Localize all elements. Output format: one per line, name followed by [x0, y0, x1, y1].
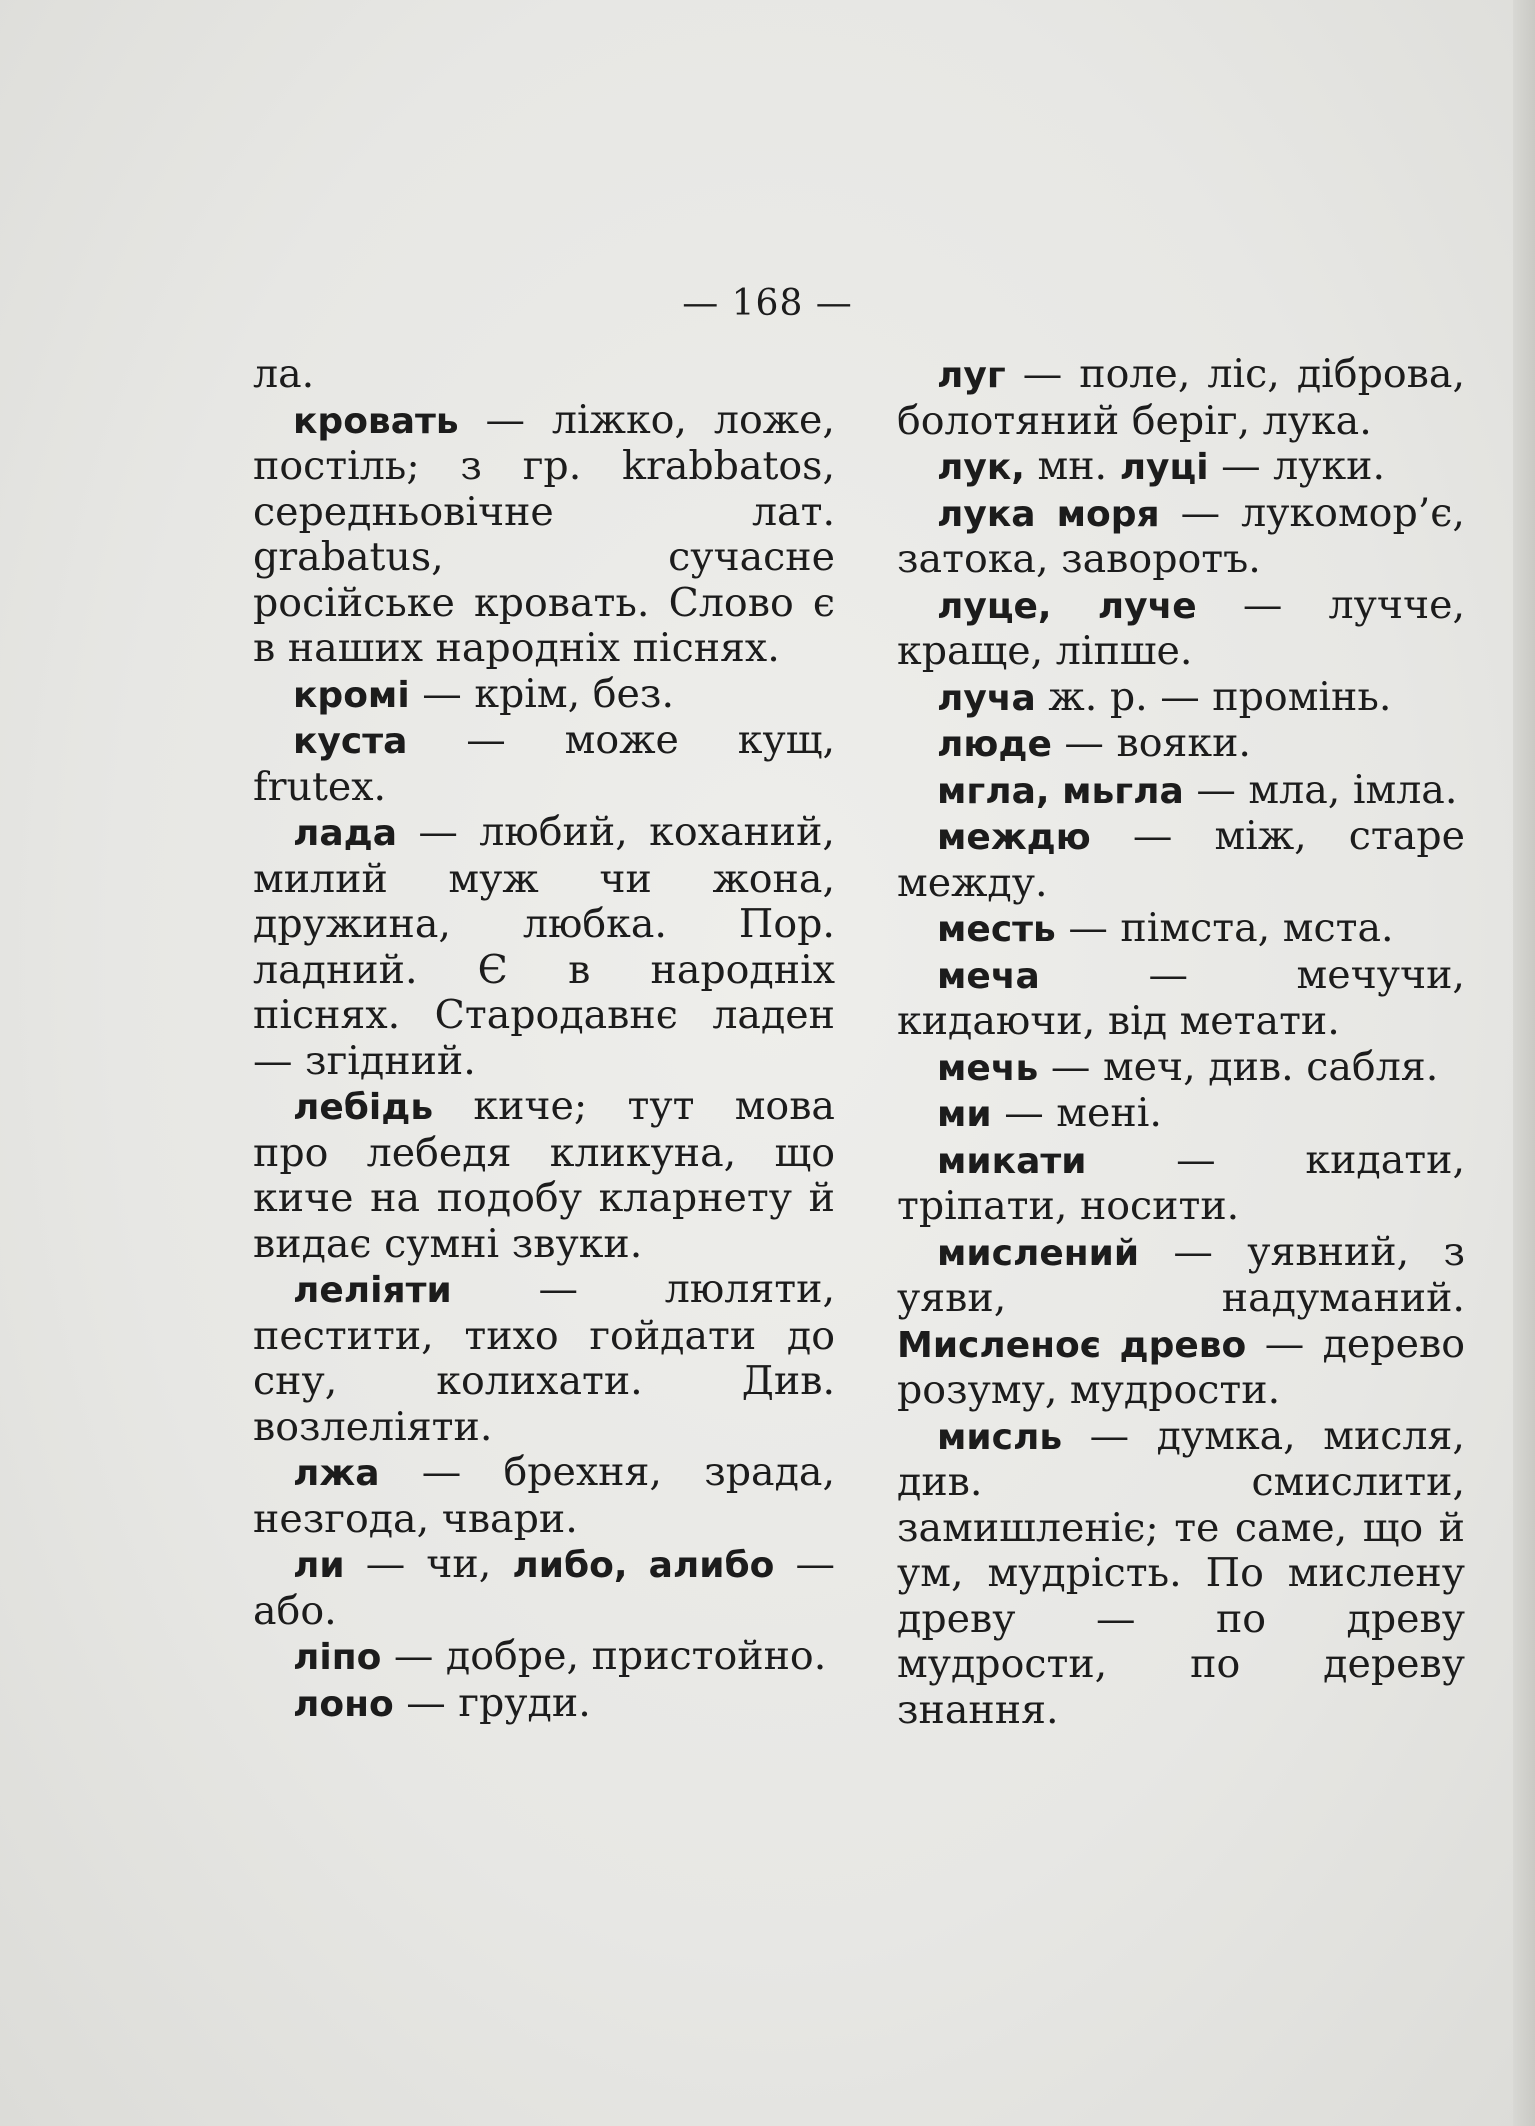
headword: мисль	[937, 1416, 1063, 1458]
page-number: — 168 —	[682, 283, 853, 324]
headword: луча	[937, 677, 1036, 719]
dictionary-entry	[897, 1138, 1465, 1230]
dictionary-entry	[253, 1084, 835, 1267]
headword: кровать	[293, 400, 459, 442]
entry-text: ла.	[253, 351, 315, 397]
headword: кромі	[293, 674, 410, 716]
entry-text: — вояки.	[1051, 720, 1251, 766]
headword: меча	[937, 955, 1040, 997]
entry-text: — може кущ, frutex.	[253, 717, 835, 810]
headword: луг	[937, 355, 1006, 396]
left-column	[253, 352, 835, 1727]
entry-text: киче; тут мова про лебедя кликуна, що киче на подобу кларнету й видає сумні звуки.	[253, 1083, 835, 1267]
headword: либо, алибо	[512, 1545, 775, 1586]
entry-text: — пімста, мста.	[1055, 905, 1394, 951]
dictionary-entry	[897, 444, 1465, 491]
dictionary-entry	[897, 768, 1465, 815]
headword: Мисленоє древо	[897, 1324, 1247, 1366]
headword: лжа	[293, 1453, 380, 1494]
headword: ли	[293, 1545, 345, 1586]
headword: междю	[937, 817, 1091, 858]
entry-text: — люляти, пестити, тихо гойдати до сну, колихати. Див. возлеліяти.	[253, 1266, 835, 1450]
entry-text: — груди.	[393, 1679, 591, 1726]
headword: лебідь	[293, 1087, 434, 1128]
entry-text: — чи,	[344, 1541, 513, 1587]
entry-text: — мла, імла.	[1183, 766, 1458, 813]
entry-text: — або.	[253, 1541, 835, 1634]
dictionary-entry	[897, 491, 1465, 583]
entry-text: — ліжко, ложе, постіль; з гр. krabbatos, середньовічне лат. grabatus, сучасне російське кровать. Слово є в наших народніх піснях.	[253, 396, 835, 671]
dictionary-entry	[253, 1542, 835, 1634]
dictionary-entry	[897, 583, 1465, 675]
dictionary-entry	[897, 814, 1465, 906]
headword: лук,	[937, 447, 1025, 488]
headword: лука моря	[937, 493, 1160, 535]
entry-text: — добре, пристойно.	[381, 1633, 827, 1679]
entry-text: — любий, коханий, милий муж чи жона, дружина, любка. Пор. ладний. Є в народніх піснях. Стародавнє ладен — згідний.	[253, 809, 835, 1084]
headword: куста	[293, 721, 408, 762]
entry-text: — крім, без.	[409, 670, 675, 717]
headword: мислений	[937, 1232, 1140, 1274]
dictionary-entry	[897, 1230, 1465, 1414]
entry-text: мн.	[1024, 443, 1120, 489]
headword: ліпо	[293, 1637, 382, 1678]
dictionary-entry	[897, 721, 1465, 768]
headword: мечь	[937, 1047, 1039, 1089]
dictionary-entry	[897, 1091, 1465, 1138]
headword: ми	[937, 1094, 992, 1135]
dictionary-entry	[253, 672, 835, 719]
entry-text: — поле, ліс, діброва, болотяний беріг, лука.	[897, 351, 1465, 444]
entry-text: — мечучи, кидаючи, від метати.	[897, 951, 1465, 1044]
headword: лоно	[293, 1683, 394, 1725]
headword: мгла, мьгла	[937, 770, 1184, 812]
dictionary-entry	[897, 352, 1465, 444]
entry-text: — меч, див. сабля.	[1038, 1043, 1439, 1090]
headword: луце, луче	[937, 585, 1197, 627]
entry-text: — думка, мисля, див. смислити, замишленіє; те саме, що й ум, мудрість. По мислену древу — по древу мудрости, по дереву знання.	[897, 1412, 1465, 1733]
right-column	[897, 352, 1465, 1733]
dictionary-entry	[897, 953, 1465, 1045]
entry-text: — лукомор’є, затока, заворотъ.	[897, 489, 1465, 582]
entry-text: — кидати, тріпати, носити.	[897, 1136, 1465, 1229]
dictionary-entry	[253, 1267, 835, 1450]
entry-text: — дерево розуму, мудрости.	[897, 1320, 1465, 1413]
dictionary-entry	[253, 352, 835, 398]
headword: месть	[937, 909, 1056, 950]
entry-text: — уявний, з уяви, надуманий.	[897, 1228, 1465, 1321]
dictionary-entry	[897, 906, 1465, 953]
dictionary-entry	[253, 810, 835, 1084]
headword: леліяти	[293, 1270, 452, 1311]
dictionary-entry	[897, 1414, 1465, 1734]
dictionary-entry	[253, 718, 835, 810]
dictionary-entry	[253, 1450, 835, 1542]
entry-text: — луки.	[1208, 443, 1386, 489]
entry-text: — лучче, краще, ліпше.	[897, 581, 1465, 674]
dictionary-entry	[253, 1634, 835, 1681]
headword: луці	[1119, 447, 1209, 488]
dictionary-entry	[897, 675, 1465, 722]
entry-text: — між, старе между.	[897, 813, 1465, 906]
dictionary-entry	[253, 398, 835, 672]
dictionary-entry	[253, 1681, 835, 1728]
entry-text: — мені.	[991, 1090, 1162, 1136]
headword: лада	[293, 813, 398, 854]
entry-text: ж. р. — промінь.	[1035, 673, 1392, 720]
dictionary-entry	[897, 1045, 1465, 1092]
entry-text: — брехня, зрада, незгода, чвари.	[253, 1449, 835, 1542]
headword: микати	[937, 1140, 1087, 1182]
headword: люде	[937, 724, 1052, 765]
